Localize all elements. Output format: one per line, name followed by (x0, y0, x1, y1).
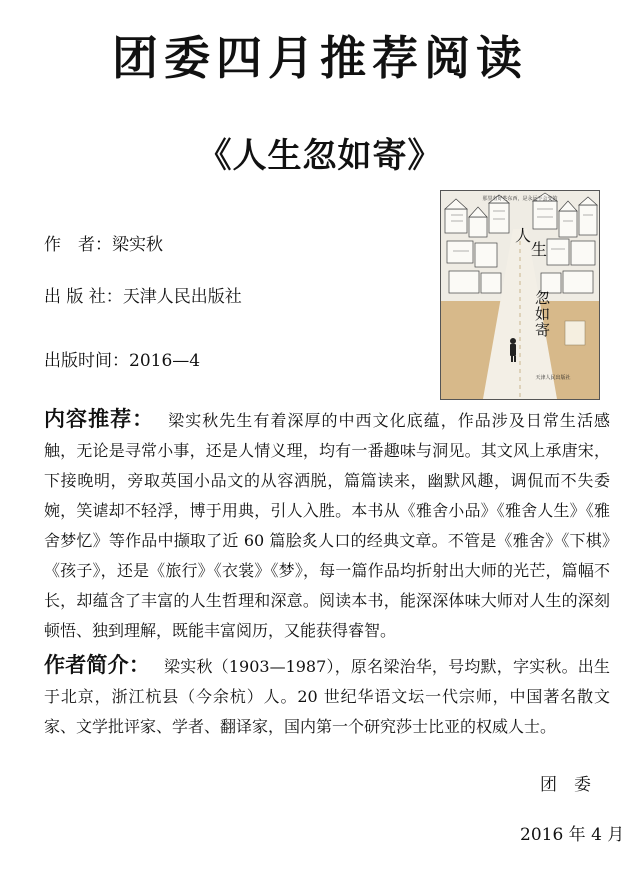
author-intro-heading: 作者简介： (44, 653, 151, 677)
author-label: 作 者： (44, 235, 112, 255)
content-text: 梁实秋先生有着深厚的中西文化底蕴，作品涉及日常生活感触，无论是寻常小事，还是人情义理，均有一番趣味与洞见。其文风上承唐宋，下接晚明，旁取英国小品文的从容洒脱，篇篇读来，幽默风趣，调侃而不失委婉，笑谑却不轻浮，博于用典，引人入胜。本书从《雅舍小品》《雅舍人生》《雅舍梦忆》等作品中撷取了近 60 篇脍炙人口的经典文章。不管是《雅舍》《下棋》《孩子》，还是《旅行》《衣裳》《梦》，每一篇作品均折射出大师的光芒，篇幅不长，却蕴含了丰富的人生哲理和深意。阅读本书，能深深体味大师对人生的深刻顿悟、独到理解，既能丰富阅历，又能获得睿智。 (44, 411, 610, 640)
publisher-label: 出 版 社： (44, 287, 123, 307)
page-title: 团委四月推荐阅读 (112, 31, 528, 85)
author-introduction (44, 650, 610, 742)
cover-title-char-5: 寄 (535, 321, 551, 339)
publisher-value: 天津人民出版社 (122, 287, 242, 307)
publish-date-row (44, 346, 200, 371)
signature-date: 2016 年 4 月 (520, 825, 625, 845)
author-row (44, 230, 163, 255)
content-heading: 内容推荐： (44, 407, 155, 431)
cover-title-char-3: 忽 (535, 289, 551, 307)
signature-org: 团 委 (540, 775, 591, 795)
author-value: 梁实秋 (112, 235, 163, 255)
author-intro-text: 梁实秋（1903—1987），原名梁治华，号均默，字实秋。出生于北京，浙江杭县（今余杭）人。20 世纪华语文坛一代宗师，中国著名散文家、文学批评家、学者、翻译家，国内第一个研究莎士比亚的权威人士。 (44, 657, 610, 736)
publish-date-label: 出版时间： (44, 351, 129, 371)
book-cover-illustration (441, 191, 599, 399)
cover-title-char-4: 如 (535, 305, 551, 323)
book-cover-image (440, 190, 600, 400)
content-recommendation (44, 404, 610, 646)
book-title: 《人生忽如寄》 (197, 136, 443, 176)
cover-band-text: 那里有好些东西，是永远不会变的 (482, 196, 558, 202)
publish-date-value: 2016—4 (129, 351, 201, 371)
cover-title-char-2: 生 (531, 240, 548, 259)
publisher-row (44, 282, 242, 307)
cover-publisher-text: 天津人民出版社 (535, 375, 571, 381)
cover-title-char-1: 人 (515, 226, 532, 245)
